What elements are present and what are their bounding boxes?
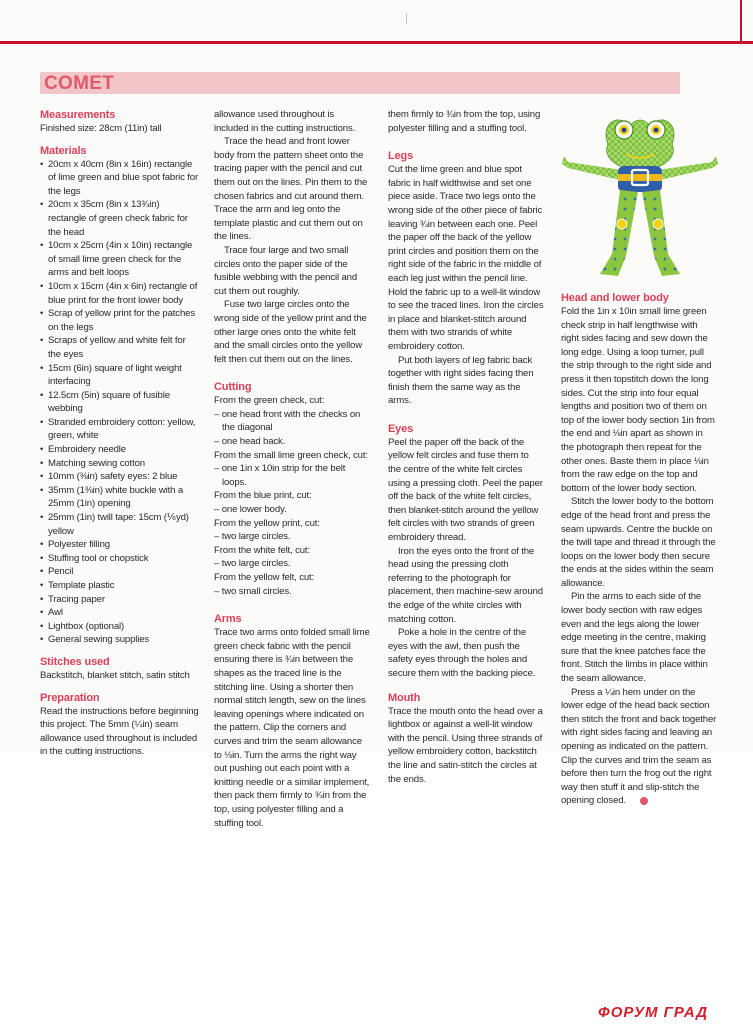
left-knee-patch xyxy=(617,219,627,229)
preparation-p1-continued: allowance used throughout is included in the cutting instructions. xyxy=(214,109,356,134)
list-item: • 10cm x 25cm (4in x 10in) rectangle of small lime green check for the arms and belt loops xyxy=(40,239,200,280)
legs-p2: Put both layers of leg fabric back together with right sides facing then finish them the same way as the arms. xyxy=(388,354,534,407)
list-item: • General sewing supplies xyxy=(40,633,200,647)
legs-heading: Legs xyxy=(388,150,414,163)
column-4 xyxy=(561,291,717,808)
eyes-p3: Poke a hole in the centre of the eyes with the awl, then push the safety eyes through the holes and secure them with the backing piece. xyxy=(388,627,536,679)
left-leg xyxy=(600,190,638,276)
top-rule xyxy=(0,41,753,44)
cutting-line: – two small circles. xyxy=(214,585,292,597)
list-item: • 10mm (⅜in) safety eyes: 2 blue xyxy=(40,470,200,484)
list-item: • Matching sewing cotton xyxy=(40,457,200,471)
cutting-line: – one lower body. xyxy=(214,504,287,516)
list-item: • 10cm x 15cm (4in x 6in) rectangle of blue print for the front lower body xyxy=(40,280,200,307)
right-knee-patch xyxy=(653,219,663,229)
preparation-p1: Read the instructions before beginning this project. The 5mm (¼in) seam allowance used throughout is included in the cutting instructions. xyxy=(40,705,199,758)
legs-p1: Cut the lime green and blue spot fabric in half widthwise and set one piece aside. Trace two legs onto the wrong side of the other piece of fabric leaving ¾in between each one. Peel the paper off the back of the yellow print circles and position them on the right side of the fabric in the middle of each leg just within the pencil line. Hold the fabric up to a well-lit window to see the traced lines. Iron the circles in place and blanket-stitch around them with two strands of white embroidery cotton. xyxy=(388,164,544,352)
belt xyxy=(618,174,662,181)
head-lower-body-p4 xyxy=(561,686,717,808)
preparation-heading: Preparation xyxy=(40,691,100,704)
cutting-line: From the small lime green check, cut: xyxy=(214,449,368,461)
measurements-heading: Measurements xyxy=(40,109,116,121)
list-item: • 20cm x 35cm (8in x 13¾in) rectangle of green check fabric for the head xyxy=(40,198,200,239)
end-of-article-dot-icon xyxy=(640,797,648,805)
cutting-line: – two large circles. xyxy=(214,558,291,570)
right-leg xyxy=(642,190,680,276)
eyes-p1: Peel the paper off the back of the yellow felt circles and fuse them to the centre of the white felt circles using a pressing cloth. Peel the paper off the back of the white felt circles, then blanket-stitch around the yellow felt circles with two strands of green embroidery thread. xyxy=(388,436,543,544)
cutting-line: From the green check, cut: xyxy=(214,395,325,407)
column-2 xyxy=(214,108,370,829)
materials-list xyxy=(40,158,200,647)
cutting-line: – one head front with the checks on the diagonal xyxy=(214,408,361,434)
materials-heading: Materials xyxy=(40,144,87,157)
frog-toy-illustration xyxy=(560,104,720,284)
list-item: • Stuffing tool or chopstick xyxy=(40,552,200,566)
column-1 xyxy=(40,108,200,758)
cutting-line: From the white felt, cut: xyxy=(214,544,310,556)
cutting-line: From the yellow felt, cut: xyxy=(214,572,315,583)
page-title: COMET xyxy=(44,73,115,94)
eyes-heading: Eyes xyxy=(388,422,414,435)
head-lower-body-p3: Pin the arms to each side of the lower body section with raw edges even and the legs along the lower edge meeting in the centre, making sure that the knee patches face the front. Stitch the limbs in place within the seam allowance. xyxy=(561,591,708,685)
list-item: • 35mm (1⅜in) white buckle with a 25mm (1in) opening xyxy=(40,484,200,511)
head-lower-body-p4-text: Press a ¼in hem under on the lower edge of the head back section then stitch the front and back together with right sides facing and leaving an opening as indicated on the pattern. Clip the curves and trim the seam as before then turn the frog out the right way then stuff it and slip-stitch the opening closed. xyxy=(561,686,717,807)
preparation-p2: Trace the head and front lower body from the pattern sheet onto the tracing paper with the pencil and cut them out on the lines. Pin them to the chosen fabrics and cut around them. Trace the arm and leg onto the template plastic and cut them out on the lines. xyxy=(214,136,368,243)
mouth-heading: Mouth xyxy=(388,691,421,704)
list-item: • Lightbox (optional) xyxy=(40,620,200,634)
title-bar xyxy=(40,72,680,94)
measurements-text: Finished size: 28cm (11in) tall xyxy=(40,123,162,134)
right-eye-pupil xyxy=(654,128,659,133)
preparation-p3: Trace four large and two small circles onto the paper side of the fusible webbing with the pencil and cut them out roughly. xyxy=(214,244,358,297)
list-item: • Stranded embroidery cotton: yellow, green, white xyxy=(40,416,200,443)
head-lower-body-heading: Head and lower body xyxy=(561,292,669,304)
stitches-heading: Stitches used xyxy=(40,655,110,668)
list-item: • 20cm x 40cm (8in x 16in) rectangle of lime green and blue spot fabric for the legs xyxy=(40,158,200,199)
head-lower-body-p2: Stitch the lower body to the bottom edge of the head front and press the seam upwards. Centre the buckle on the twill tape and thread it through the loops on the lower body then secure the ends at the sides within the seam allowance. xyxy=(561,496,716,589)
list-item: • 25mm (1in) twill tape: 15cm (⅙yd) yellow xyxy=(40,511,200,538)
list-item: • Pencil xyxy=(40,565,200,579)
arms-text: Trace two arms onto folded small lime green check fabric with the pencil ensuring there is ¾in between the shapes as the traced line is the stitching line. Using a shorter then normal stitch length, sew on the lines leaving openings where indicated on the pattern. Clip the corners and curves and trim the seam allowance to ⅛in. Turn the arms the right way out pushing out each point with a knitting needle or a similar implement, then pack them firmly to ¾in from the top, using polyester filling and a stuffing tool. xyxy=(214,627,370,829)
list-item: • Tracing paper xyxy=(40,593,200,607)
list-item: • Embroidery needle xyxy=(40,443,200,457)
forum-grad-watermark: ФОРУМ ГРАД xyxy=(598,1004,709,1021)
list-item: • Polyester filling xyxy=(40,538,200,552)
list-item: • Scrap of yellow print for the patches on the legs xyxy=(40,307,200,334)
arms-text-continued: them firmly to ¾in from the top, using polyester filling and a stuffing tool. xyxy=(388,109,541,134)
cutting-line: From the blue print, cut: xyxy=(214,490,312,502)
right-rule xyxy=(740,0,742,44)
arms-heading: Arms xyxy=(214,613,242,626)
column-3 xyxy=(388,108,544,786)
cutting-line: From the yellow print, cut: xyxy=(214,517,320,529)
mouth-text: Trace the mouth onto the head over a lightbox or against a well-lit window with the pencil. Using three strands of yellow embroidery cotton, backstitch the line and satin-stitch the circles at the ends. xyxy=(388,705,543,785)
list-item: • Awl xyxy=(40,606,200,620)
page-crease-mark: | xyxy=(405,12,408,24)
list-item: • Scraps of yellow and white felt for the eyes xyxy=(40,334,200,361)
eyes-p2: Iron the eyes onto the front of the head using the pressing cloth referring to the photograph for placement, then machine-sew around the edge of the white circles with matching cotton. xyxy=(388,545,543,625)
list-item: • 12.5cm (5in) square of fusible webbing xyxy=(40,389,200,416)
preparation-p4: Fuse two large circles onto the wrong side of the yellow print and the other large ones onto the white felt and the small circles onto the yellow felt then cut them out on the lines. xyxy=(214,299,367,365)
list-item: • 15cm (6in) square of light weight interfacing xyxy=(40,362,200,389)
list-item: • Template plastic xyxy=(40,579,200,593)
cutting-line: – one head back. xyxy=(214,436,286,448)
stitches-text: Backstitch, blanket stitch, satin stitch xyxy=(40,669,190,681)
left-eye-pupil xyxy=(622,128,627,133)
head-lower-body-p1: Fold the 1in x 10in small lime green check strip in half lengthwise with right sides facing and sew down the long edge. Using a loop turner, pull the strip through to the right side and press it then topstitch down the long sides. Cut the strip into four equal lengths and position two of them on top of the lower body section 1in from the end and ⅛in apart as shown in the photograph then repeat for the other ones. Baste them in place ⅛in from the raw edge on the top and bottom of the lower body section. xyxy=(561,306,715,494)
cutting-line: – two large circles. xyxy=(214,531,291,543)
cutting-heading: Cutting xyxy=(214,381,252,394)
cutting-line: – one 1in x 10in strip for the belt loops. xyxy=(214,463,346,488)
